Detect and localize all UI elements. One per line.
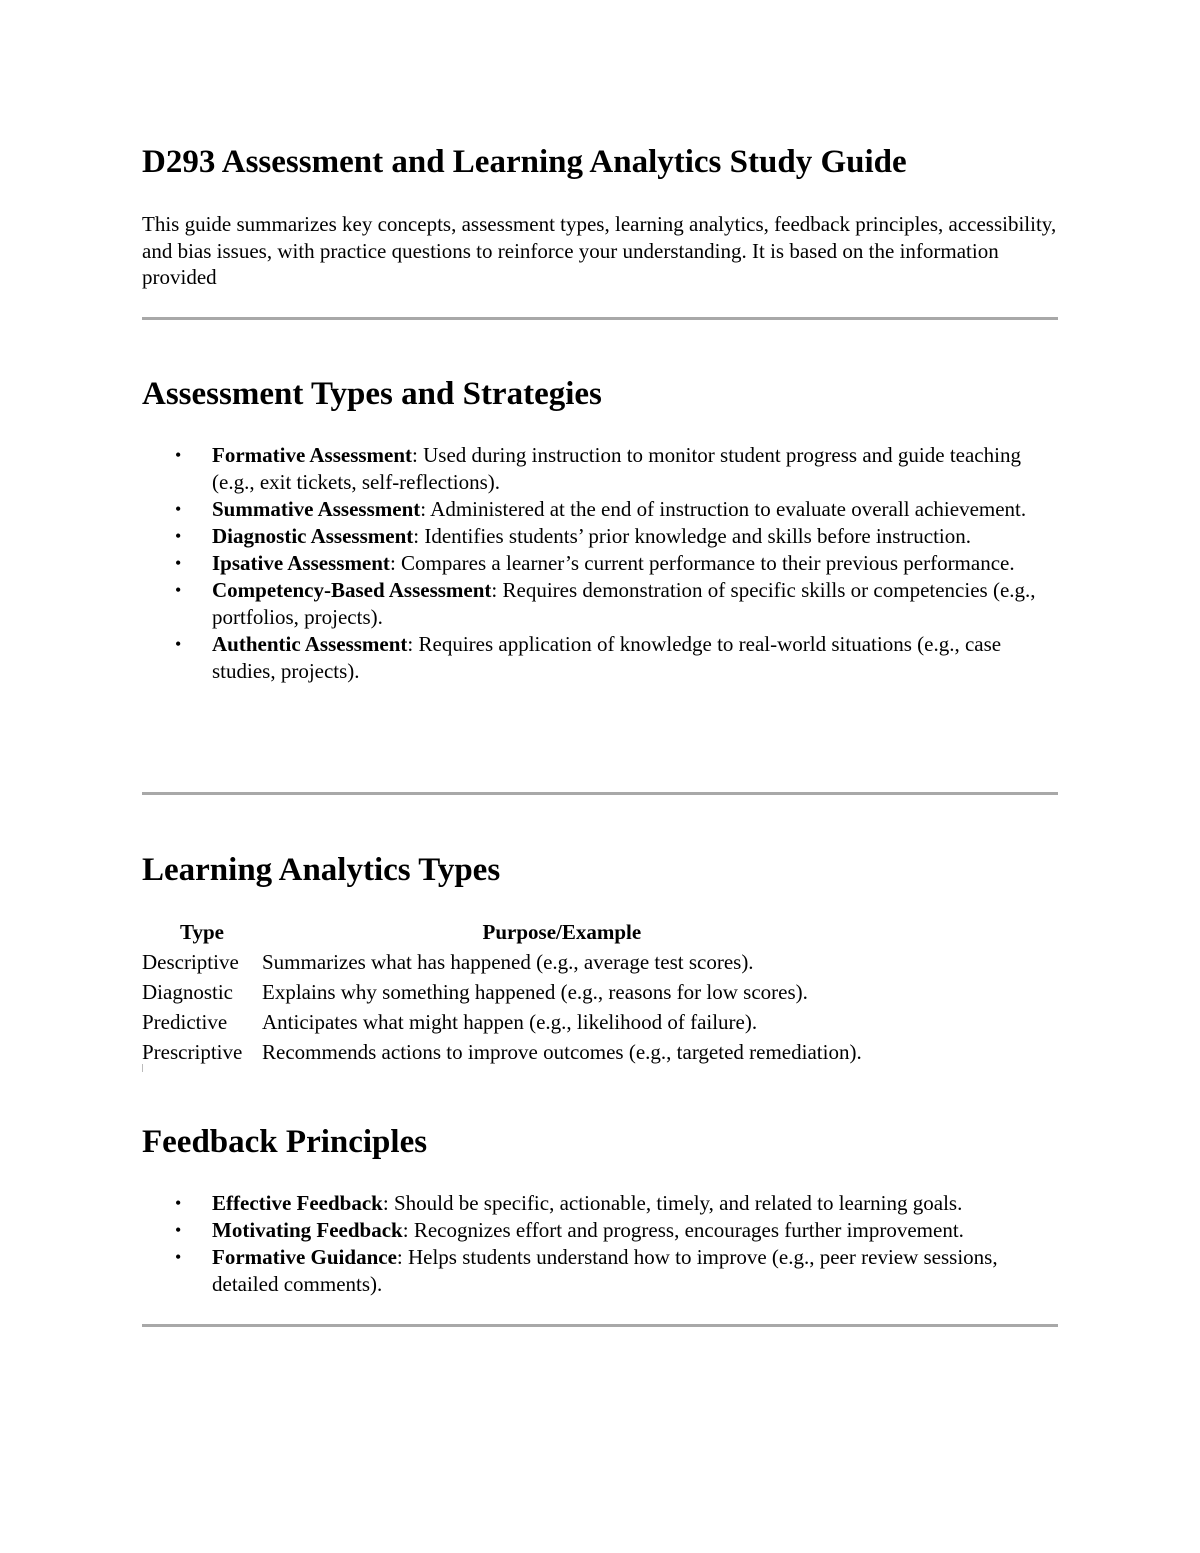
list-item [142,1217,1058,1244]
cell-type: Diagnostic [142,980,233,1004]
assessment-list [142,442,1058,685]
list-item-term: Formative Assessment [212,443,413,467]
bullet-icon: • [175,1220,182,1240]
bullet-icon: • [175,553,182,573]
list-item-text: : Used during instruction to monitor student progress and guide teaching (e.g., exit tickets, self-reflections). [212,443,1021,494]
cell-type: Descriptive [142,950,239,974]
cell-purpose: Summarizes what has happened (e.g., average test scores). [262,950,754,974]
list-item [142,550,1058,577]
section-heading-analytics: Learning Analytics Types [142,852,501,888]
list-item-term: Authentic Assessment [212,632,408,656]
list-item-text: : Should be specific, actionable, timely, and related to learning goals. [382,1191,963,1215]
analytics-table [142,917,862,1067]
intro-paragraph: This guide summarizes key concepts, assessment types, learning analytics, feedback principles, accessibility, and bias issues, with practice questions to reinforce your understanding. It is based on the information provided [142,212,1057,289]
column-header-type: Type [180,920,224,944]
list-item-text: : Identifies students’ prior knowledge and skills before instruction. [413,524,972,548]
list-item-term: Summative Assessment [212,497,421,521]
list-item [142,496,1058,523]
list-item-text: : Helps students understand how to improve (e.g., peer review sessions, detailed comments). [212,1245,998,1296]
table-row [142,977,862,1007]
cell-purpose: Recommends actions to improve outcomes (e.g., targeted remediation). [262,1040,862,1064]
feedback-list [142,1190,1058,1298]
list-item [142,1190,1058,1217]
section-heading-assessment: Assessment Types and Strategies [142,376,602,412]
list-item-text: : Requires application of knowledge to real-world situations (e.g., case studies, projects). [212,632,1002,683]
bullet-icon: • [175,1193,182,1213]
list-item-text: : Administered at the end of instruction to evaluate overall achievement. [420,497,1027,521]
table-row [142,1007,862,1037]
bullet-icon: • [175,445,182,465]
list-item [142,523,1058,550]
cell-purpose: Anticipates what might happen (e.g., likelihood of failure). [262,1010,758,1034]
list-item-term: Formative Guidance [212,1245,397,1269]
bullet-icon: • [175,580,182,600]
list-item-term: Diagnostic Assessment [212,524,414,548]
list-item-text: : Requires demonstration of specific skills or competencies (e.g., portfolios, projects). [212,578,1036,629]
horizontal-rule [142,317,1058,320]
cell-type: Predictive [142,1010,228,1034]
bullet-icon: • [175,526,182,546]
list-item [142,631,1058,685]
bullet-icon: • [175,499,182,519]
list-item-term: Motivating Feedback [212,1218,403,1242]
list-item [142,442,1058,496]
list-item-text: : Compares a learner’s current performance to their previous performance. [389,551,1015,575]
horizontal-rule [142,792,1058,795]
list-item [142,577,1058,631]
cell-purpose: Explains why something happened (e.g., reasons for low scores). [262,980,808,1004]
table-header-row [142,917,862,947]
list-item-text: : Recognizes effort and progress, encourages further improvement. [402,1218,964,1242]
list-item-term: Competency-Based Assessment [212,578,492,602]
table-row [142,947,862,977]
bullet-icon: • [175,1247,182,1267]
section-heading-feedback: Feedback Principles [142,1124,428,1160]
list-item-term: Ipsative Assessment [212,551,390,575]
list-item-term: Effective Feedback [212,1191,383,1215]
table-row [142,1037,862,1067]
cell-type: Prescriptive [142,1040,243,1064]
list-item [142,1244,1058,1298]
document-title: D293 Assessment and Learning Analytics Study Guide [142,144,907,180]
horizontal-rule [142,1324,1058,1327]
table-edge-mark [142,1064,143,1072]
bullet-icon: • [175,634,182,654]
column-header-purpose: Purpose/Example [482,920,642,944]
